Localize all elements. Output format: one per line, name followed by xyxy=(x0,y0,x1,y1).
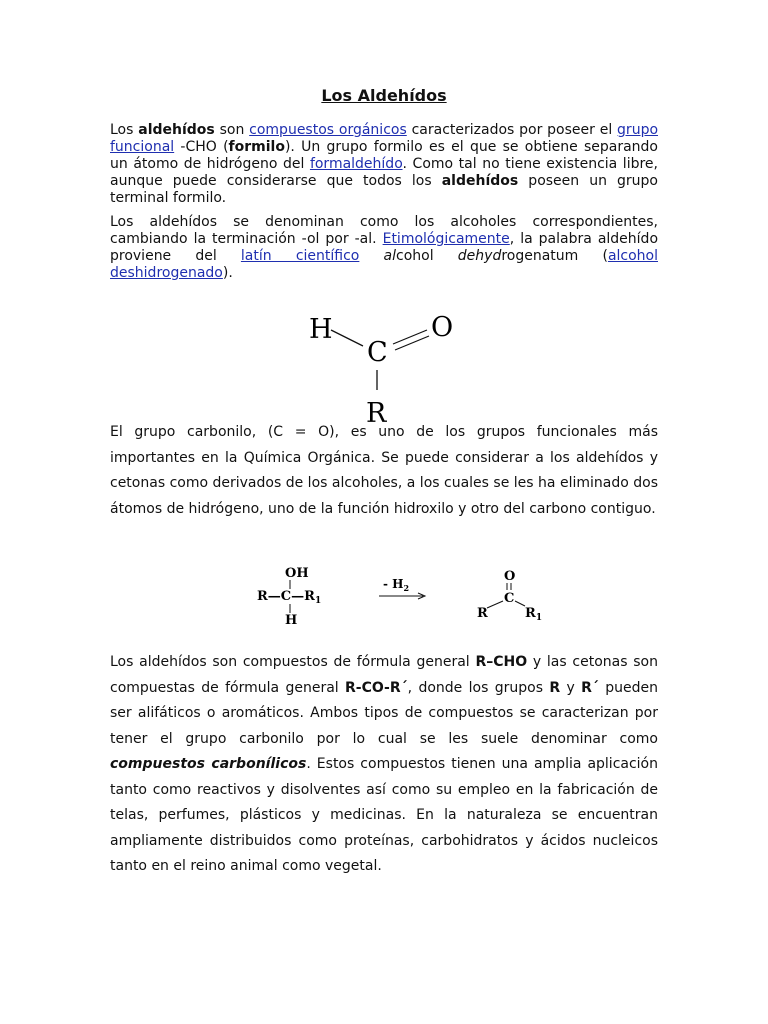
arrow-label xyxy=(383,577,409,593)
c-r1-bond xyxy=(515,601,525,606)
ketone-carbon-label: C xyxy=(504,591,515,606)
text: y xyxy=(560,679,582,696)
aldehyde-structure-figure xyxy=(305,308,475,426)
italic-text: al xyxy=(383,248,397,264)
r-group-label: R xyxy=(366,398,387,426)
paragraph-formulas xyxy=(110,650,658,880)
subscript: 2 xyxy=(403,583,410,593)
ketone-r1-text: R xyxy=(525,606,536,621)
page-title: Los Aldehídos xyxy=(321,86,447,105)
oh-group-label: OH xyxy=(285,566,309,581)
link-compuestos-organicos[interactable]: compuestos orgánicos xyxy=(249,122,407,138)
text: son xyxy=(214,122,250,138)
link-alcohol[interactable]: alcohol xyxy=(607,248,658,264)
c-r-bond xyxy=(487,601,503,608)
text: Los aldehídos son compuestos de fórmula general xyxy=(110,654,476,670)
subscript: 1 xyxy=(535,613,543,623)
bold-formula: R-CO-R´ xyxy=(345,679,408,696)
text: . Estos compuestos tienen una amplia aplicación tanto como reactivos y disolventes así como su empleo en la fabricación de telas, perfumes, plásticos y medicinas. En la naturaleza se encuentran ampliamente distribuidos como proteínas, carbohidratos y ácidos nucleicos tanto en el reino animal como vegetal. xyxy=(110,756,658,874)
c-o-double-bond-2 xyxy=(395,336,429,350)
oxygen-label: O xyxy=(431,312,454,343)
carbon-label: C xyxy=(367,337,388,368)
text xyxy=(359,248,383,264)
bold-term: aldehídos xyxy=(441,173,519,189)
text: Los aldehídos se denominan como los alcoholes correspondientes, cambiando la terminación -ol por -al. xyxy=(110,214,658,247)
arrow-label-text: - H xyxy=(383,577,404,591)
paragraph-etymology xyxy=(110,214,658,282)
ketone-oxygen-label: O xyxy=(504,569,516,584)
subscript: 1 xyxy=(314,596,322,606)
link-latin-cientifico[interactable]: latín científico xyxy=(240,248,360,264)
text: pueden ser alifáticos o aromáticos. Ambos tipos de compuestos se caracterizan por tener el grupo carbonilo por lo cual se les suele denominar como xyxy=(110,679,658,747)
text: y las cetonas son compuestas de fórmula general xyxy=(110,654,658,696)
bold-formula: R–CHO xyxy=(475,654,528,670)
bold-italic-term: compuestos carbonílicos xyxy=(110,756,307,772)
paragraph-intro xyxy=(110,122,658,207)
dehydrogenation-reaction-figure xyxy=(255,560,555,630)
aldehyde-structure-svg xyxy=(305,308,475,426)
link-deshidrogenado[interactable]: deshidrogenado xyxy=(110,265,223,281)
text: rogenatum ( xyxy=(501,248,608,264)
text: , la palabra aldehído proviene del xyxy=(110,231,659,264)
link-grupo-funcional[interactable]: grupo funcional xyxy=(110,122,659,155)
hydrogen-label: H xyxy=(309,314,333,345)
hydrogen-label: H xyxy=(285,613,298,628)
ketone-r-label: R xyxy=(477,606,488,621)
text: cohol xyxy=(396,248,458,264)
text: Los xyxy=(110,122,139,138)
link-etimologicamente[interactable]: Etimológicamente xyxy=(382,231,510,247)
text: . Como tal no tiene existencia libre, aunque puede considerarse que todos los xyxy=(110,156,658,189)
text: poseen un grupo terminal formilo. xyxy=(110,173,658,206)
alcohol-chain-text: R—C—R xyxy=(257,589,315,604)
bold-term: aldehídos xyxy=(138,122,215,138)
text: -CHO ( xyxy=(174,139,229,155)
link-formaldehido[interactable]: formaldehído xyxy=(309,156,403,172)
text: caracterizados por poseer el xyxy=(406,122,618,138)
reaction-svg xyxy=(255,560,555,630)
paragraph-carbonyl: El grupo carbonilo, (C = O), es uno de los grupos funcionales más importantes en la Química Orgánica. Se puede considerar a los aldehídos y cetonas como derivados de los alcoholes, a los cuales se les ha eliminado dos átomos de hidrógeno, uno de la función hidroxilo y otro del carbono contiguo. xyxy=(110,424,658,517)
text: ). Un grupo formilo es el que se obtiene separando un átomo de hidrógeno del xyxy=(110,139,658,172)
bold-term: formilo xyxy=(228,139,285,155)
h-c-bond xyxy=(331,330,363,346)
text: , donde los grupos xyxy=(407,679,550,696)
text: ). xyxy=(222,265,233,281)
c-o-double-bond-1 xyxy=(393,330,427,344)
bold-formula: R xyxy=(549,679,561,696)
ketone-r1-label xyxy=(525,606,542,623)
italic-text: dehyd xyxy=(457,248,502,264)
alcohol-chain-label xyxy=(257,589,321,606)
bold-formula: R´ xyxy=(581,679,599,696)
